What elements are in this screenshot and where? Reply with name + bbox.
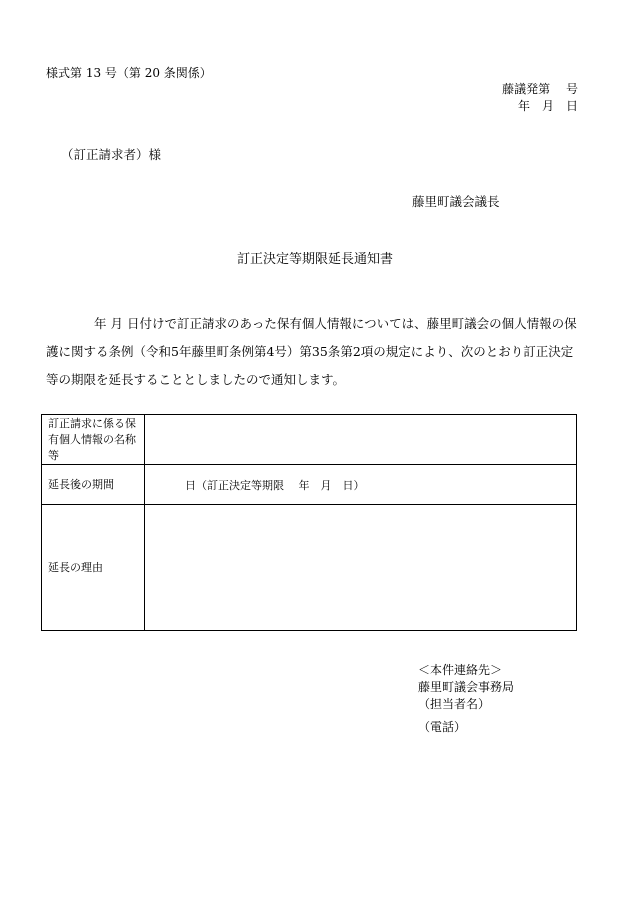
row-value-period: 日（訂正決定等期限 年 月 日） — [145, 465, 577, 505]
contact-heading: ＜本件連絡先＞ — [418, 663, 503, 677]
issuer: 藤里町議会議長 — [412, 194, 500, 209]
contact-block — [418, 662, 514, 736]
table-row — [42, 465, 577, 505]
table-row — [42, 415, 577, 465]
row-label-name: 訂正請求に係る保有個人情報の名称等 — [42, 415, 145, 465]
row-value-reason — [145, 505, 577, 631]
addressee: （訂正請求者）様 — [61, 147, 162, 162]
contact-phone: （電話） — [418, 720, 467, 734]
contact-office: 藤里町議会事務局 — [418, 680, 515, 694]
row-label-period: 延長後の期間 — [42, 465, 145, 505]
form-number: 様式第 13 号（第 20 条関係） — [46, 66, 212, 80]
body-paragraph: 年 月 日付けで訂正請求のあった保有個人情報については、藤里町議会の個人情報の保護に関する条例（令和5年藤里町条例第4号）第35条第2項の規定により、次のとおり訂正決定等の期限を延長することとしましたので通知します。 — [46, 316, 577, 387]
contact-person: （担当者名） — [418, 697, 491, 711]
info-table — [41, 414, 577, 631]
document-title: 訂正決定等期限延長通知書 — [236, 252, 393, 267]
document-number: 藤議発第 号 — [502, 82, 578, 96]
row-label-reason: 延長の理由 — [42, 505, 145, 631]
row-value-name — [145, 415, 577, 465]
table-row — [42, 505, 577, 631]
document-date: 年 月 日 — [517, 99, 578, 113]
